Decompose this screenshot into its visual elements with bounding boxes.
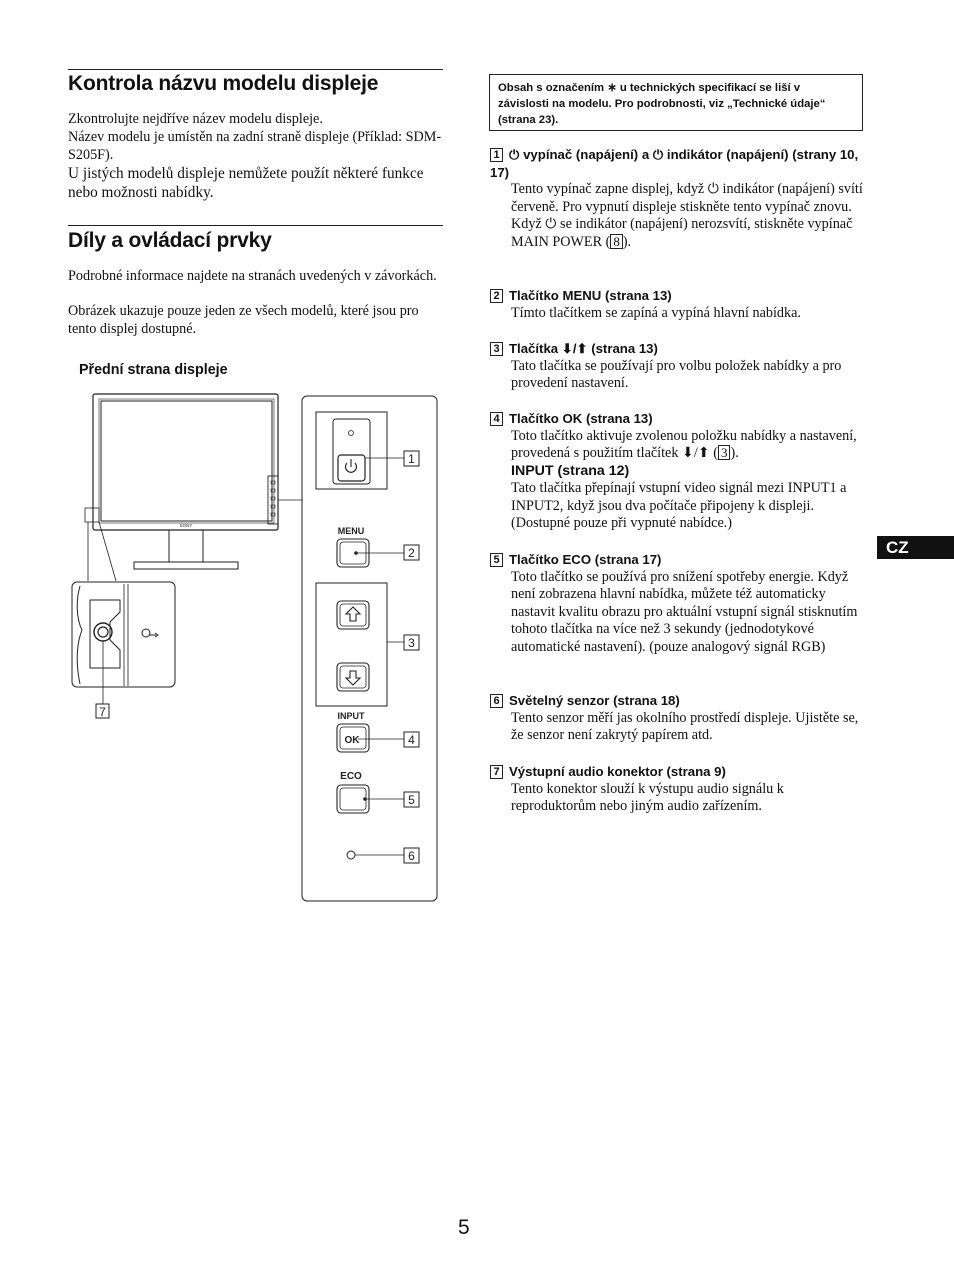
svg-text:5: 5 — [408, 793, 415, 807]
svg-text:4: 4 — [408, 733, 415, 747]
section1-paragraph-2: Název modelu je umístěn na zadní straně displeje (Příklad: SDM-S205F). — [68, 129, 442, 163]
svg-text:3: 3 — [408, 636, 415, 650]
svg-text:6: 6 — [408, 849, 415, 863]
front-side-subheading: Přední strana displeje — [79, 362, 228, 378]
front-panel-figure — [0, 0, 460, 910]
arrow-buttons-group — [316, 583, 404, 706]
model-note-box: Obsah s označením ∗ u technických specifikací se liší v závislosti na modelu. Pro podrobnosti, viz „Technické údaje“ (strana 23). — [489, 74, 863, 131]
brand-logo: SONY — [179, 523, 193, 528]
power-button-group — [316, 412, 404, 489]
audio-jack-detail — [72, 582, 175, 704]
menu-button-drawing — [337, 539, 404, 567]
item-6: 6 Světelný senzor (strana 18) Tento senzor měří jas okolního prostředí displeje. Ujistěte se, že senzor není zakrytý papírem atd. — [490, 692, 864, 745]
input-label: INPUT — [337, 711, 365, 721]
svg-text:2: 2 — [408, 546, 415, 560]
item-3: 3 Tlačítka ⬇/⬆ (strana 13) Tato tlačítka se používají pro volbu položek nabídky a pro provedení nastavení. — [490, 340, 864, 393]
item-1: 1 ⏻ vypínač (napájení) a ⏻ indikátor (napájení) (strany 10, 17) Tento vypínač zapne displej, když ⏻ indikátor (napájení) svítí červeně. Pro vypnutí displeje stiskněte tento vypínač znovu. Když ⏻ se indikátor (napájení) nerozsvítí, stiskněte vypínač MAIN POWER ( 8 ). — [490, 147, 863, 250]
eco-button-drawing — [337, 785, 404, 813]
monitor-illustration — [85, 394, 303, 581]
item-7: 7 Výstupní audio konektor (strana 9) Tento konektor slouží k výstupu audio signálu k reproduktorům nebo jiným audio zařízením. — [490, 763, 864, 816]
svg-text:7: 7 — [99, 705, 106, 719]
item-4: 4 Tlačítko OK (strana 13) Toto tlačítko aktivuje zvolenou položku nabídky a nastavení, provedená s použitím tlačítek ⬇/⬆ ( 3 ). INPUT (strana 12) Tato tlačítka přepínají vstupní video signál mezi INPUT1 a INPUT2, když jsou dva počítače připojeny k displeji. (Dostupné pouze při vypnuté nabídce.) — [490, 410, 864, 533]
svg-text:1: 1 — [408, 452, 415, 466]
eco-label: ECO — [340, 771, 362, 782]
menu-label: MENU — [337, 526, 365, 536]
item-5: 5 Tlačítko ECO (strana 17) Toto tlačítko se používá pro snížení spotřeby energie. Když není zobrazena hlavní nabídka, můžete též automaticky nastavit kvalitu obrazu pro aktuální vstupní signál stisknutím tohoto tlačítka na více než 3 sekundy (jednodotykové automatické nastavení). (pouze analogový signál RGB) — [490, 551, 864, 656]
section2-paragraph-1: Podrobné informace najdete na stranách uvedených v závorkách. — [68, 268, 437, 284]
item-2: 2 Tlačítko MENU (strana 13) Tímto tlačítkem se zapíná a vypíná hlavní nabídka. — [490, 287, 864, 322]
section-title-model: Kontrola názvu modelu displeje — [68, 72, 379, 95]
section1-paragraph-3: U jistých modelů displeje nemůžete použít některé funkce nebo možnosti nabídky. — [68, 165, 424, 201]
light-sensor-drawing — [347, 851, 404, 859]
section1-paragraph-1: Zkontrolujte nejdříve název modelu displeje. — [68, 111, 323, 127]
section2-paragraph-2: Obrázek ukazuje pouze jeden ze všech modelů, které jsou pro tento displej dostupné. — [68, 303, 419, 337]
ok-label: OK — [344, 735, 360, 746]
language-tab: CZ — [877, 536, 954, 559]
section-title-parts: Díly a ovládací prvky — [68, 229, 272, 252]
page-number: 5 — [458, 1216, 470, 1239]
